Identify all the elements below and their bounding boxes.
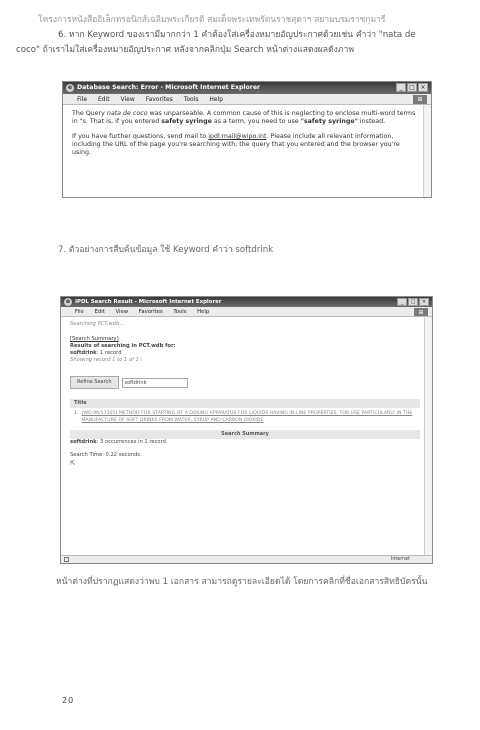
keyword: softdrink bbox=[70, 350, 97, 356]
refine-row bbox=[70, 376, 420, 389]
page-done-icon bbox=[64, 557, 69, 562]
window-title-bar bbox=[63, 82, 431, 94]
menu-bar bbox=[61, 307, 432, 317]
results-heading: Results of searching in PCT.wdb for: bbox=[70, 343, 176, 349]
result-caption: หน้าต่างที่ปรากฏแสดงว่าพบ 1 เอกสาร สามารถดูรายละเอียดได้ โดยการคลิกที่ชื่อเอกสารสิทธิบัตรนั้น bbox=[56, 577, 428, 587]
error-message bbox=[72, 110, 417, 126]
menu-view[interactable]: View bbox=[120, 96, 135, 103]
close-icon[interactable]: × bbox=[419, 298, 429, 306]
step-6-line-1: 6. หาก Keyword ของเรามีมากกว่า 1 คำต้องใส่เครื่องหมายอัญประกาศด้วยเช่น คำว่า "nata de bbox=[58, 30, 416, 40]
menu-file[interactable]: File bbox=[77, 96, 88, 103]
menu-file[interactable]: File bbox=[75, 309, 84, 315]
page-number: 20 bbox=[62, 696, 75, 705]
step-7-paragraph: 7. ตัวอย่างการสืบค้นข้อมูล ใช้ Keyword คำว่า softdrink bbox=[58, 245, 274, 255]
search-summary-link[interactable]: [Search Summary] bbox=[70, 336, 119, 342]
error-browser-window bbox=[62, 81, 432, 198]
error-quoted-term: "safety syringe" bbox=[300, 118, 358, 125]
refine-search-button[interactable]: Refine Search bbox=[70, 376, 119, 389]
result-browser-window bbox=[60, 296, 433, 564]
searching-status: Searching PCT.wdb... bbox=[70, 321, 125, 327]
ie-logo-icon: e bbox=[65, 298, 71, 305]
ie-logo-icon: e bbox=[67, 84, 73, 91]
record-count: : 1 record bbox=[96, 350, 122, 356]
window-title: Database Search: Error - Microsoft Internet Explorer bbox=[77, 84, 261, 91]
vertical-scrollbar[interactable] bbox=[423, 105, 431, 198]
keyword-record-line bbox=[70, 350, 420, 357]
maximize-icon[interactable]: □ bbox=[408, 298, 418, 306]
contact-email-link[interactable]: ipdl.mail@wipo.int bbox=[208, 133, 267, 140]
window-title-bar bbox=[61, 297, 432, 307]
menu-favorites[interactable]: Favorites bbox=[145, 96, 173, 103]
book-header: โครงการหนังสืออิเล็กทรอนิกส์เฉลิมพระเกียรติ สมเด็จพระเทพรัตนราชสุดาฯ สยามบรมราชกุมารี bbox=[38, 15, 386, 25]
contact-message bbox=[72, 133, 417, 157]
step-6-paragraph bbox=[16, 28, 458, 58]
title-column-header: Title bbox=[70, 399, 420, 408]
menu-view[interactable]: View bbox=[115, 309, 129, 315]
contact-text-post: . Please include all relevant information, including the URL of the page you're searching with, the query that you entered and the browser you're using. bbox=[72, 133, 400, 156]
menu-bar bbox=[63, 94, 431, 105]
error-query: nata de coco bbox=[106, 110, 148, 117]
window-controls bbox=[396, 83, 428, 92]
summary-occurrences: : 3 occurrences in 1 record. bbox=[96, 439, 168, 445]
showing-records: Showing record 1 to 1 of 1 : bbox=[70, 357, 143, 363]
summary-keyword: softdrink bbox=[70, 439, 97, 445]
security-zone: Internet bbox=[390, 557, 410, 562]
status-bar bbox=[61, 555, 432, 563]
maximize-icon[interactable]: □ bbox=[407, 83, 417, 92]
close-icon[interactable]: × bbox=[418, 83, 428, 92]
menu-edit[interactable]: Edit bbox=[94, 309, 105, 315]
menu-favorites[interactable]: Favorites bbox=[138, 309, 163, 315]
refine-search-input[interactable]: softdrink bbox=[122, 378, 188, 388]
windows-logo-icon: ⊞ bbox=[414, 308, 428, 316]
error-text-post: instead. bbox=[357, 118, 386, 125]
error-term: safety syringe bbox=[161, 118, 212, 125]
search-summary-header: Search Summary bbox=[70, 430, 420, 439]
vertical-scrollbar[interactable] bbox=[424, 317, 432, 555]
result-title-link[interactable]: (WO 96/17305) METHOD FOR STARTING OF A DOSING APPARATUS FOR LIQUIDS HAVING IN-LINE PROPERTIES, FOR USE PARTICULARLY IN THE MANUFACTURE OF SOFT DRINKS FROM WATER, SYRUP AND CARBON DIOXIDE bbox=[81, 411, 413, 423]
minimize-icon[interactable]: _ bbox=[396, 83, 406, 92]
step-6-line-2: coco" ถ้าเราไม่ใส่เครื่องหมายอัญประกาศ หลังจากคลิกปุ่ม Search หน้าต่างแสดงผลดังภาพ bbox=[16, 45, 355, 55]
minimize-icon[interactable]: _ bbox=[397, 298, 407, 306]
result-number: 1. bbox=[74, 411, 79, 416]
error-text-mid2: as a term, you need to use bbox=[211, 118, 301, 125]
window-controls bbox=[397, 298, 429, 306]
error-text-pre: The Query bbox=[72, 110, 107, 117]
windows-logo-icon: ⊞ bbox=[413, 95, 427, 104]
window-title: IPDL Search Result - Microsoft Internet Explorer bbox=[75, 299, 222, 305]
menu-tools[interactable]: Tools bbox=[173, 309, 187, 315]
menu-tools[interactable]: Tools bbox=[183, 96, 199, 103]
cursor-icon: ⇱ bbox=[70, 460, 76, 467]
summary-line bbox=[70, 439, 420, 446]
error-text-mid: was unparseable. A common cause of this is neglecting to enclose multi-word terms in "s. That is, if you entered bbox=[72, 110, 416, 125]
menu-edit[interactable]: Edit bbox=[97, 96, 110, 103]
error-content bbox=[63, 105, 431, 157]
menu-help[interactable]: Help bbox=[209, 96, 224, 103]
result-content bbox=[61, 317, 432, 555]
search-time: Search Time: 0.22 seconds. bbox=[70, 452, 142, 458]
contact-text-pre: If you have further questions, send mail to bbox=[72, 133, 209, 140]
result-row bbox=[70, 408, 420, 427]
menu-help[interactable]: Help bbox=[197, 309, 210, 315]
